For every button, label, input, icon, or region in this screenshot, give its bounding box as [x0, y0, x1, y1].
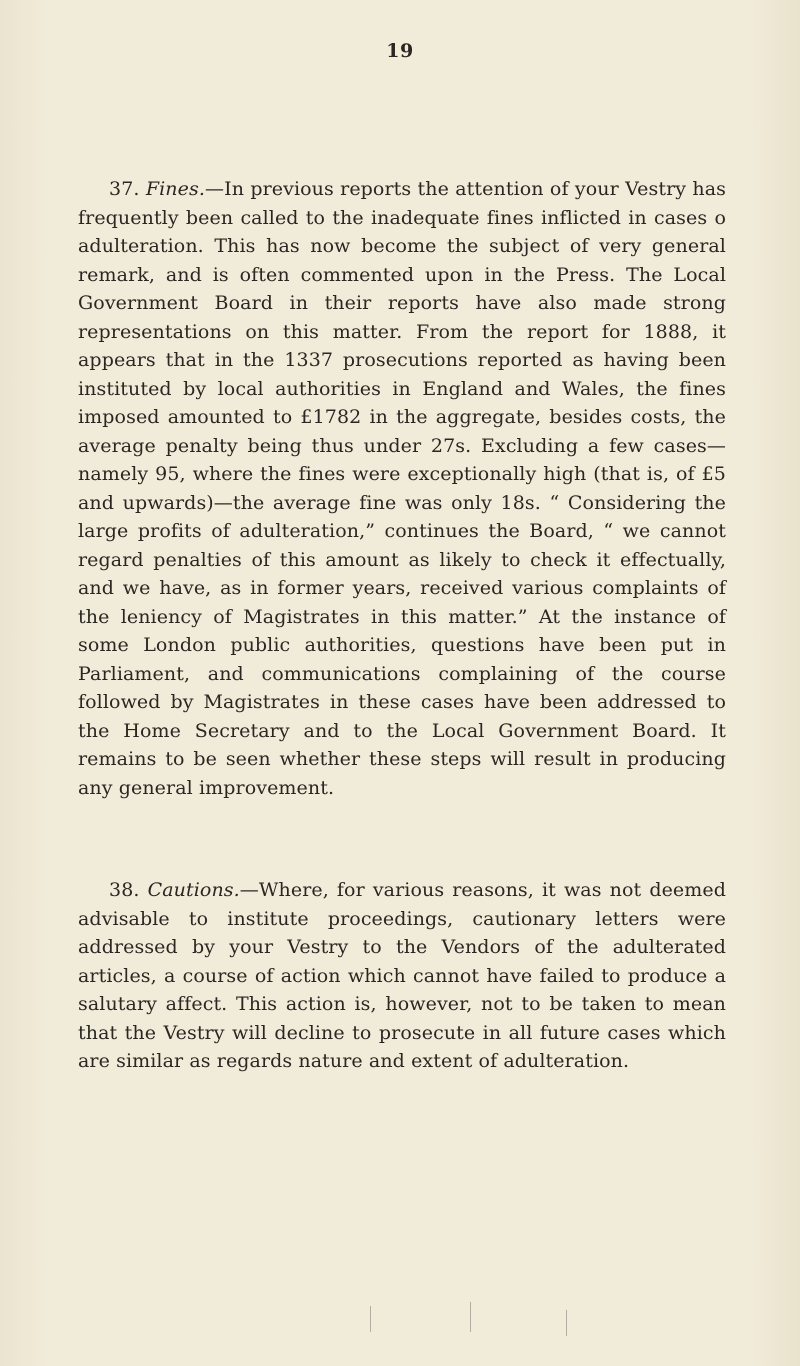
binding-mark	[370, 1306, 371, 1332]
binding-mark	[566, 1310, 567, 1336]
binding-mark	[470, 1302, 471, 1332]
paragraph-fines	[78, 175, 726, 802]
section-body-fines: —In previous reports the attention of your Vestry has frequently been called to the inadequate fines inflicted in cases o adulteration. This has now become the subject of very general remark, and is often commented upon in the Press. The Local Government Board in their reports have also made strong representations on this matter. From the report for 1888, it appears that in the 1337 prosecutions reported as having been instituted by local authorities in England and Wales, the fines imposed amounted to £1782 in the aggregate, besides costs, the average penalty being thus under 27s. Excluding a few cases—namely 95, where the fines were exceptionally high (that is, of £5 and upwards)—the average fine was only 18s. “ Considering the large profits of adulteration,” continues the Board, “ we cannot regard penalties of this amount as likely to check it effectually, and we have, as in former years, received various complaints of the leniency of Magistrates in this matter.” At the instance of some London public authorities, questions have been put in Parliament, and communications complaining of the course followed by Magistrates in these cases have been addressed to the Home Secretary and to the Local Government Board. It remains to be seen whether these steps will result in producing any general improvement.	[78, 178, 727, 799]
page-number: 19	[386, 40, 414, 62]
section-heading-cautions: Cautions.	[147, 879, 240, 901]
paragraph-cautions	[78, 876, 726, 1076]
section-heading-fines: Fines.	[145, 178, 205, 200]
section-number: 38.	[109, 879, 140, 901]
binding-marks	[0, 1302, 800, 1342]
section-number: 37.	[109, 178, 140, 200]
section-body-cautions: —Where, for various reasons, it was not deemed advisable to institute proceedings, cautionary letters were addressed by your Vestry to the Vendors of the adulterated articles, a course of action which cannot have failed to produce a salutary affect. This action is, however, not to be taken to mean that the Vestry will decline to prosecute in all future cases which are similar as regards nature and extent of adulteration.	[78, 879, 726, 1072]
